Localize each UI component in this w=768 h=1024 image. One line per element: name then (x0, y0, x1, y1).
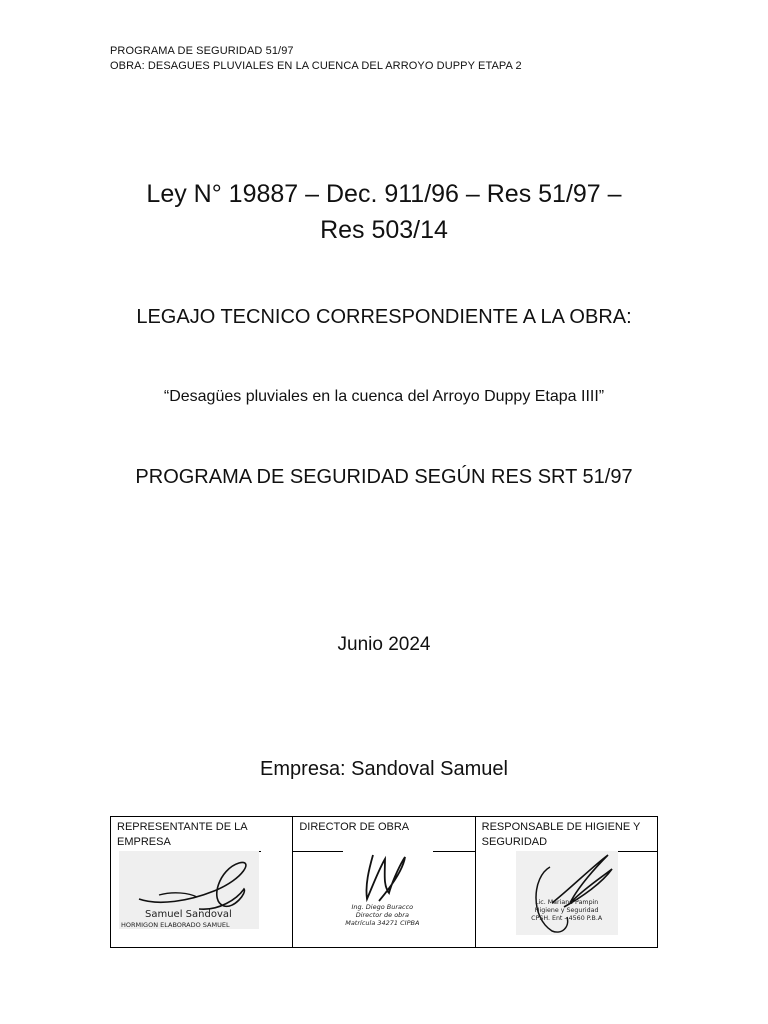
obra-name: “Desagües pluviales en la cuenca del Arroyo Duppy Etapa IIII” (163, 388, 605, 405)
document-date: Junio 2024 (337, 634, 431, 655)
company-line: Empresa: Sandoval Samuel (260, 758, 508, 780)
director-signature-scribble (359, 849, 419, 905)
divider-line (433, 851, 476, 852)
director-stamp-license: Matrícula 34271 CIPBA (345, 919, 420, 927)
responsable-stamp-role: Higiene y Seguridad (534, 907, 599, 914)
title-line-2: Res 503/14 (320, 216, 448, 244)
representante-company: HORMIGON ELABORADO SAMUEL (121, 921, 230, 929)
director-stamp-role: Director de obra (355, 911, 409, 919)
signature-cell-responsable (476, 817, 657, 947)
programa-heading: PROGRAMA DE SEGURIDAD SEGÚN RES SRT 51/97 (135, 466, 633, 488)
divider-line (293, 851, 343, 852)
header-line-program: PROGRAMA DE SEGURIDAD 51/97 (110, 45, 294, 57)
signature-cell-director (293, 817, 475, 947)
responsable-label: RESPONSABLE DE HIGIENE Y SEGURIDAD (481, 821, 641, 848)
signature-table (110, 816, 658, 948)
responsable-signature-scribble (512, 847, 632, 937)
document-title (80, 176, 688, 248)
representante-label: REPRESENTANTE DE LA EMPRESA (117, 821, 247, 848)
header-line-obra: OBRA: DESAGUES PLUVIALES EN LA CUENCA DEL ARROYO DUPPY ETAPA 2 (110, 60, 522, 72)
document-header (110, 44, 522, 74)
signature-cell-representante (111, 817, 293, 947)
responsable-stamp-name: Lic. Mariano Pampin (535, 899, 599, 906)
responsable-stamp-license: CPSH. Ent - 4560 P.B.A (531, 915, 603, 922)
representante-name: Samuel Sandoval (145, 909, 232, 920)
legajo-heading: LEGAJO TECNICO CORRESPONDIENTE A LA OBRA: (136, 306, 632, 328)
director-stamp-name: Ing. Diego Buracco (351, 903, 414, 911)
director-label: DIRECTOR DE OBRA (299, 821, 410, 833)
title-line-1: Ley N° 19887 – Dec. 911/96 – Res 51/97 – (146, 180, 622, 208)
